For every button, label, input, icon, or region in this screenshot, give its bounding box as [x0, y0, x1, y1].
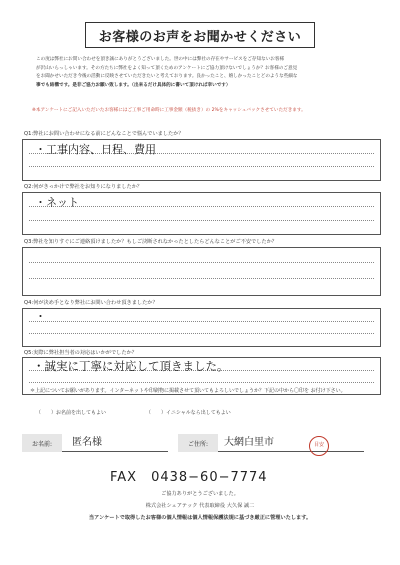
company-info: 株式会社シェアテック 代表取締役 大久保 誠二 [145, 503, 255, 509]
intro-text [36, 56, 366, 90]
approval-stamp: 目安 [309, 436, 329, 456]
question-2-answer: ・ネット [35, 196, 79, 209]
intro-line: 事でも結構です。是非ご協力お願い致します。（出来るだけ具体的に書いて頂ければ幸いです） [36, 82, 231, 88]
intro-line: が沢山いらっしゃいます。その方たちに弊社をよく知って頂くためのアンケートにご協力頂けないでしょうか？お客様のご意見 [36, 65, 298, 71]
page-title: お客様のお声をお聞かせください [85, 22, 315, 48]
question-1-label: Q1:弊社にお問い合わせになる前にどんなことで悩んでいましたか？ [24, 131, 184, 137]
publication-consent: ＊上記についてお願いがあります。インターネットや印刷物に掲載させて頂いてもよろしいでしょうか？下記の中から〇印を お付け下さい。 [30, 388, 346, 394]
question-4-answer-box[interactable] [22, 308, 381, 347]
intro-line: をお聞かせいただき今後の活動に反映させていただきたいと考えております。良かったこと、嬉しかったことどのような些細な [36, 74, 298, 80]
question-1-answer-box[interactable] [22, 139, 381, 181]
privacy-notice: 当アンケートで取得したお客様の個人情報は個人情報保護法規に基づき厳正に管理いたします。 [88, 515, 312, 521]
intro-line: この度は弊社にお問い合わせを頂き誠にありがとうございました。世の中には弊社の存在やサービスをご存知ないお客様 [36, 57, 285, 62]
fax-number: FAX 0438−60−7774 [110, 470, 268, 485]
option-initial-ok[interactable]: （ ）イニシャルなら出してもよい [146, 410, 231, 416]
question-1-answer: ・工事内容、日程、費用 [35, 143, 156, 156]
question-5-answer: ・誠実に丁寧に対応して頂きました。 [33, 359, 229, 373]
question-3-label: Q3:弊社を知りすぐにご連絡頂けましたか？もしご決断されなかったとしたらどんなことがご不安でしたか？ [24, 239, 277, 245]
question-5-label: Q5:実際に弊社担当者の対応はいかがでしたか？ [24, 350, 137, 356]
cashback-note: ※本アンケートにご記入いただいたお客様にはご工事ご用命時に工事金額（税抜き）の 2%をキャッシュバックさせていただきます。 [32, 108, 306, 113]
address-label: ご住所: [178, 434, 218, 452]
question-2-label: Q2:何がきっかけで弊社をお知りになりましたか？ [24, 184, 143, 190]
name-value[interactable]: 匿名様 [62, 435, 168, 452]
option-name-ok[interactable]: （ ）お名前を出してもよい [36, 410, 107, 416]
question-3-answer-box[interactable] [22, 247, 381, 296]
address-value[interactable]: 大網白里市 [218, 435, 364, 452]
question-2-answer-box[interactable] [22, 192, 381, 235]
question-4-answer: ・ [35, 310, 46, 323]
publication-options [36, 409, 231, 416]
name-label: お名前: [22, 434, 62, 452]
question-4-label: Q4:何が決め手となり弊社にお問い合わせ頂きましたか？ [24, 300, 158, 306]
thanks-text: ご協力ありがとうございました。 [161, 491, 239, 497]
